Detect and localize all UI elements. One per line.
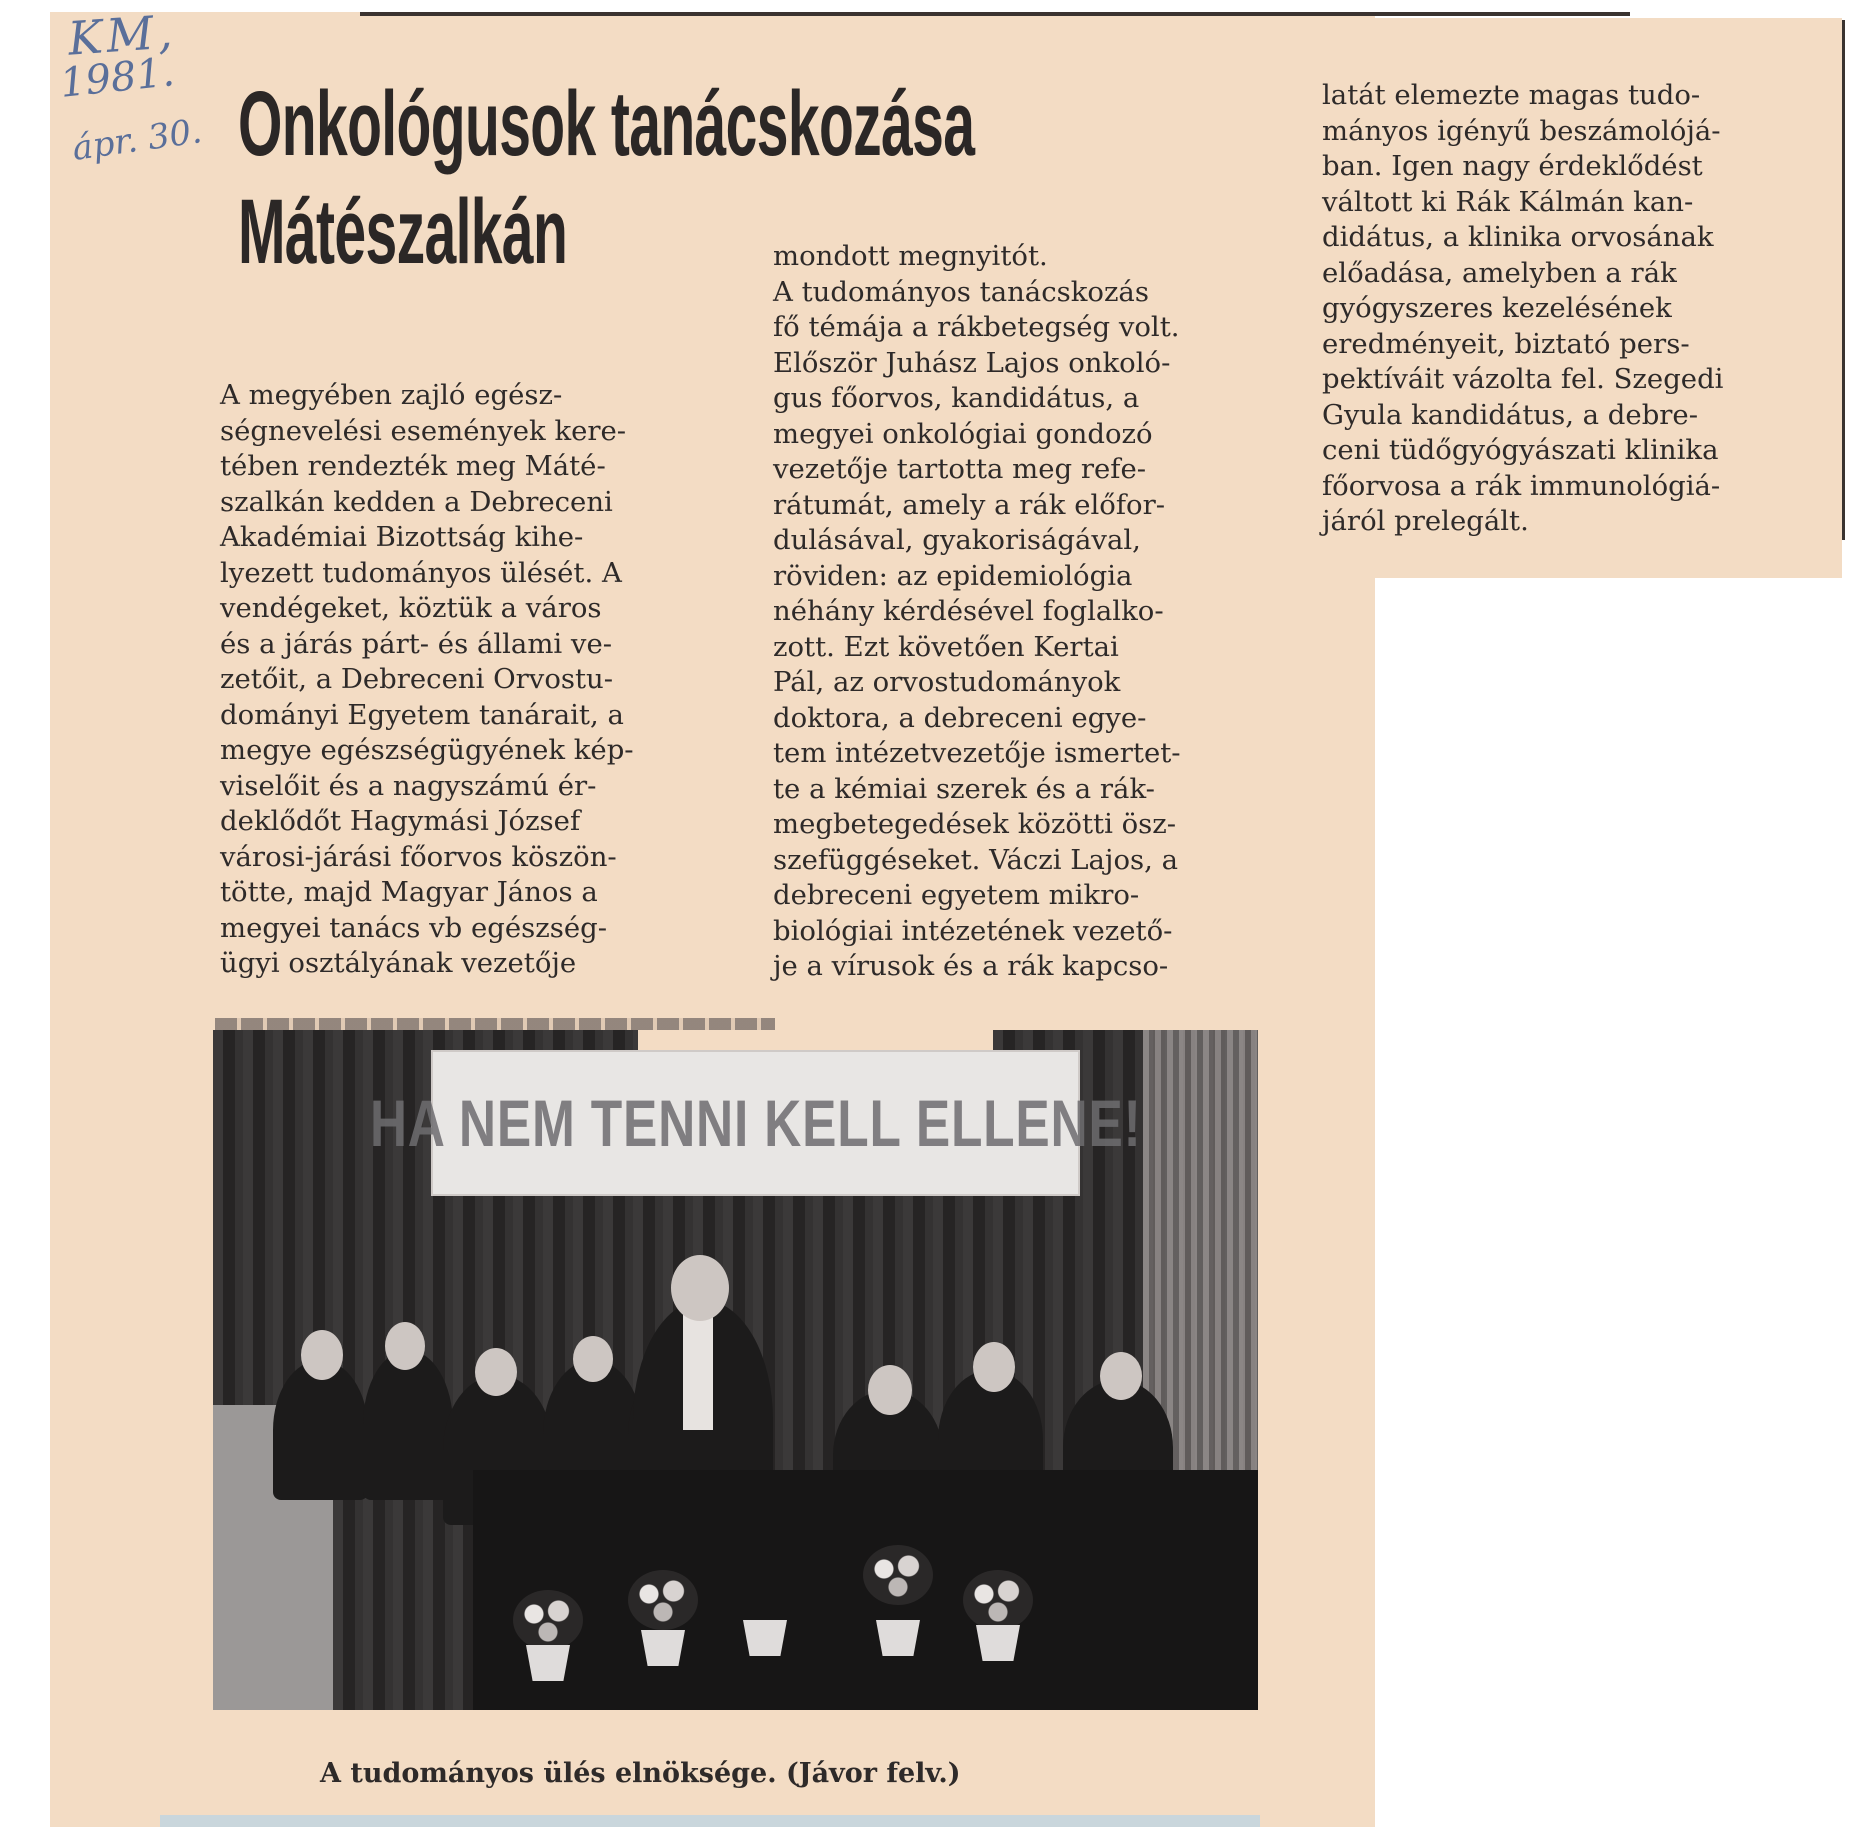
flower-pot (743, 1620, 787, 1656)
article-column-1: A megyében zajló egész- ségnevelési események kere- tében rendezték meg Máté- szalkán kedden a Debreceni Akadémiai Bizottság kihe- lyezett tudományos ülését. A vendégeket, köztük a város és a járás párt- és állami ve- zetőit, a Debreceni Orvostu- dományi Egyetem tanárait, a megye egészségügyének kép- viselőit és a nagyszámú ér- deklődőt Hagymási József városi-járási főorvos köszön- tötte, majd Magyar János a megyei tanács vb egészség- ügyi osztályának vezetője (220, 379, 634, 979)
figure-face (385, 1322, 425, 1370)
article-column-2: mondott megnyitót. A tudományos tanácskozás fő témája a rákbetegség volt. Először Juhász Lajos onkoló- gus főorvos, kandidátus, a megyei onkológiai gondozó vezetője tartotta meg refe- rátumát, amely a rák előfor- dulásával, gyakoriságával, röviden: az epidemiológia néhány kérdésével foglalko- zott. Ezt követően Kertai Pál, az orvostudományok doktora, a debreceni egye- tem intézetvezetője ismertet- te a kémiai szerek és a rák- megbetegedések közötti ösz- szefüggéseket. Váczi Lajos, a debreceni egyetem mikro- biológiai intézetének vezető- je a vírusok és a rák kapcso- (773, 240, 1181, 982)
figure-face (1100, 1352, 1142, 1400)
flower-arrangement (863, 1545, 933, 1605)
clipping-bottom-tint (160, 1815, 1260, 1827)
presidium-table (473, 1470, 1258, 1710)
clipping-top-edge (360, 12, 1630, 16)
speaker-face (671, 1255, 729, 1321)
banner-text: HA NEM TENNI KELL ELLENE! (369, 1086, 1142, 1160)
figure-face (973, 1342, 1015, 1392)
article-column-3: latát elemezte magas tudo- mányos igényű beszámolójá- ban. Igen nagy érdeklődést váltott ki Rák Kálmán kan- didátus, a klinika orvosának előadása, amelyben a rák gyógyszeres kezelésének eredményeit, biztató pers- pektíváit vázolta fel. Szegedi Gyula kandidátus, a debre- ceni tüdőgyógyászati klinika főorvosa a rák immunológiá- járól prelegált. (1322, 79, 1724, 537)
handwritten-source: KM, (66, 4, 178, 66)
figure-face (868, 1365, 912, 1415)
article-photo (213, 1030, 1258, 1710)
clipping-right-edge (1842, 20, 1845, 540)
figure-face (301, 1330, 343, 1380)
flower-arrangement (513, 1590, 583, 1650)
figure (273, 1360, 368, 1500)
handwritten-date: ápr. 30. (69, 111, 205, 169)
flower-arrangement (963, 1570, 1033, 1630)
headline-line-2: Mátészalkán (238, 181, 568, 283)
speaker-shirt (683, 1310, 713, 1430)
flower-pot (976, 1625, 1020, 1661)
flower-pot (876, 1620, 920, 1656)
headline-line-1: Onkológusok tanácskozása (238, 73, 975, 175)
flower-arrangement (628, 1570, 698, 1630)
flower-pot (526, 1645, 570, 1681)
figure (363, 1350, 453, 1500)
flower-pot (641, 1630, 685, 1666)
figure-face (573, 1336, 613, 1382)
photo-caption: A tudományos ülés elnöksége. (Jávor felv.) (320, 1758, 961, 1789)
stage-banner (369, 1050, 1142, 1196)
cut-headline-remnant (215, 1018, 775, 1030)
figure-face (475, 1348, 517, 1396)
handwritten-year: 1981. (57, 49, 177, 107)
